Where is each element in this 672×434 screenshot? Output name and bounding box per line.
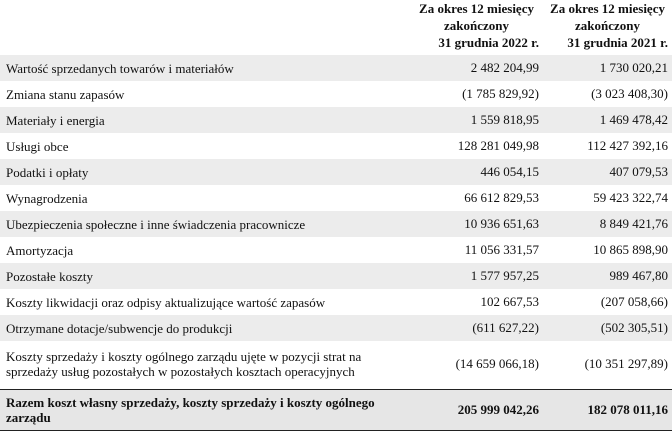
row-label: Pozostałe koszty (6, 268, 94, 284)
value-2021: 1 469 478,42 (599, 112, 668, 127)
row-label: Usługi obce (6, 138, 69, 154)
table-row (0, 315, 672, 341)
header-2022 (410, 0, 543, 54)
value-2021: 8 849 421,76 (599, 216, 668, 231)
value-2022: (1 785 829,92) (462, 86, 539, 101)
table-row (0, 237, 672, 263)
table-row (0, 185, 672, 211)
total-2021: 182 078 011,16 (587, 402, 668, 417)
row-label: Materiały i energia (6, 112, 105, 128)
value-2021: (10 351 297,89) (584, 356, 668, 371)
value-2022: 1 559 818,95 (470, 112, 539, 127)
total-2022: 205 999 042,26 (457, 402, 539, 417)
header-2021-line2: zakończony (575, 18, 640, 33)
row-label: Ubezpieczenia społeczne i inne świadczenia pracownicze (6, 216, 306, 232)
row-label: Koszty likwidacji oraz odpisy aktualizujące wartość zapasów (6, 294, 326, 310)
row-label: Koszty sprzedaży i koszty ogólnego zarządu ujęte w pozycji strat na sprzedaży usług pozostałych w pozostałych kosztach operacyjnych (6, 349, 362, 379)
value-2022: 66 612 829,53 (464, 190, 539, 205)
value-2021: 10 865 898,90 (593, 242, 668, 257)
value-2021: 989 467,80 (609, 268, 668, 283)
value-2021: (502 305,51) (600, 320, 668, 335)
row-label: Zmiana stanu zapasów (6, 86, 125, 102)
value-2021: 59 423 322,74 (593, 190, 668, 205)
value-2021: 407 079,53 (609, 164, 668, 179)
header-2021 (543, 0, 672, 54)
value-2022: 2 482 204,99 (470, 60, 539, 75)
value-2022: 10 936 651,63 (464, 216, 539, 231)
table-row (0, 343, 672, 385)
header-2021-line1: Za okres 12 miesięcy (550, 1, 665, 16)
value-2022: 1 577 957,25 (470, 268, 539, 283)
header-2022-line1: Za okres 12 miesięcy (419, 1, 534, 16)
value-2021: 112 427 392,16 (587, 138, 668, 153)
table-row (0, 289, 672, 315)
table-row (0, 81, 672, 107)
row-label: Amortyzacja (6, 242, 74, 258)
table-row (0, 211, 672, 237)
total-row (0, 389, 672, 431)
value-2022: 11 056 331,57 (464, 242, 539, 257)
value-2022: 446 054,15 (480, 164, 539, 179)
value-2021: (3 023 408,30) (591, 86, 668, 101)
table-row (0, 133, 672, 159)
value-2022: (14 659 066,18) (455, 356, 539, 371)
value-2021: 1 730 020,21 (599, 60, 668, 75)
value-2022: 102 667,53 (480, 294, 539, 309)
value-2022: (611 627,22) (472, 320, 539, 335)
row-label: Wynagrodzenia (6, 190, 88, 206)
table-row (0, 55, 672, 81)
table-row (0, 159, 672, 185)
value-2022: 128 281 049,98 (457, 138, 539, 153)
value-2021: (207 058,66) (600, 294, 668, 309)
header-2022-line2: zakończony (444, 18, 509, 33)
header-2022-line3: 31 grudnia 2022 r. (438, 35, 539, 50)
row-label: Otrzymane dotacje/subwencje do produkcji (6, 320, 233, 336)
header-2021-line3: 31 grudnia 2021 r. (567, 35, 668, 50)
row-label: Podatki i opłaty (6, 164, 89, 180)
table-row (0, 263, 672, 289)
total-label: Razem koszt własny sprzedaży, koszty sprzedaży i koszty ogólnego zarządu (6, 395, 375, 425)
row-label: Wartość sprzedanych towarów i materiałów (6, 60, 234, 76)
table-row (0, 107, 672, 133)
